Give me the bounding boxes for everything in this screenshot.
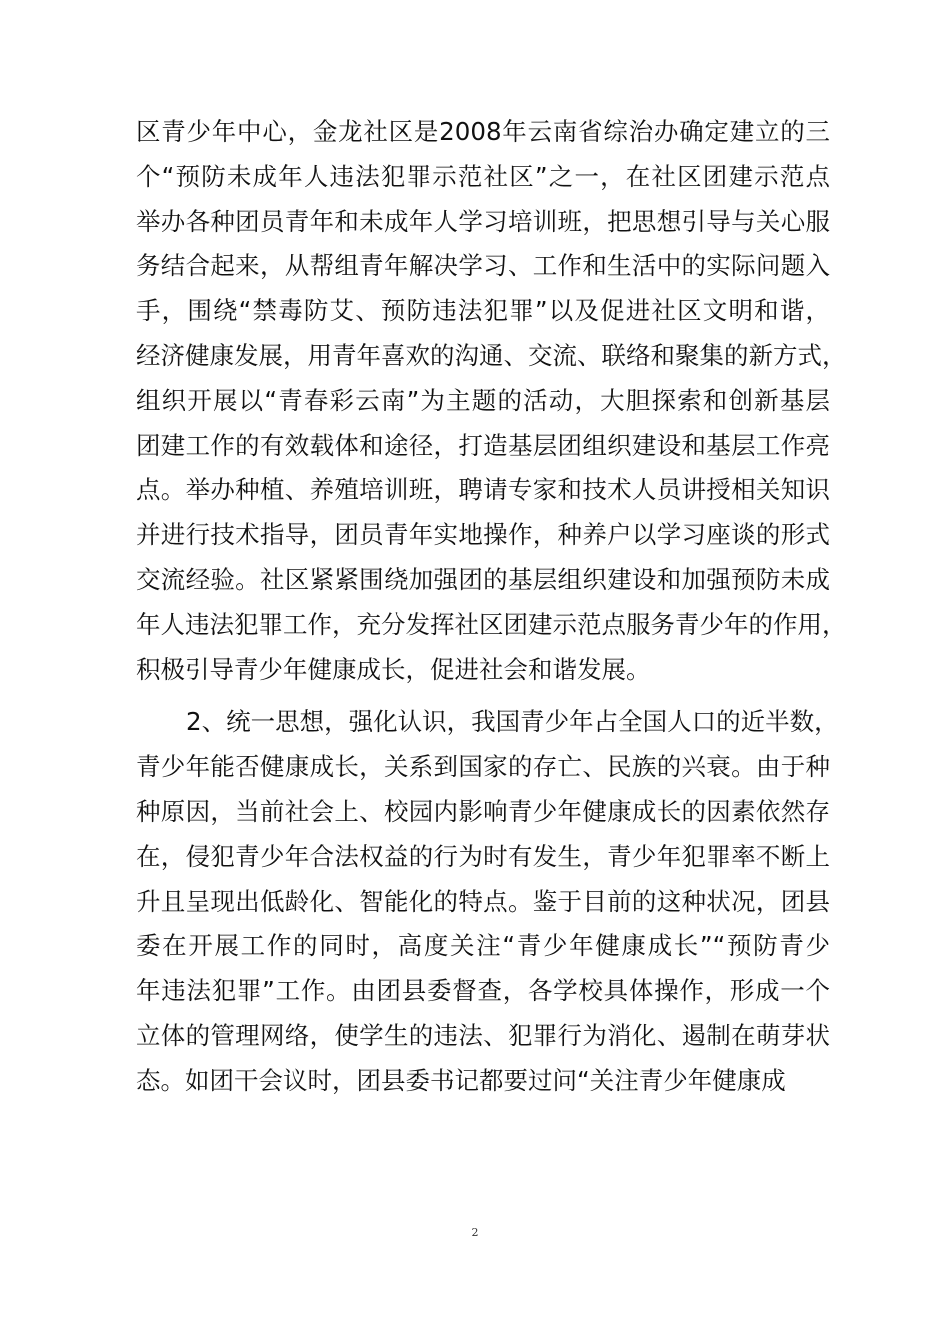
document-body <box>136 110 847 1104</box>
text-line: 升且呈现出低龄化、智能化的特点。鉴于目前的这种状况，团县 <box>136 886 830 916</box>
text-line: 年违法犯罪”工作。由团县委督查，各学校具体操作，形成一个 <box>136 976 830 1006</box>
text-line: 2、统一思想，强化认识，我国青少年占全国人口的近半数， <box>186 707 839 737</box>
text-line: 务结合起来，从帮组青年解决学习、工作和生活中的实际问题入 <box>136 251 830 281</box>
text-line: 点。举办种植、养殖培训班，聘请专家和技术人员讲授相关知识 <box>136 475 830 505</box>
page-number: 2 <box>471 1226 479 1239</box>
text-line: 立体的管理网络，使学生的违法、犯罪行为消化、遏制在萌芽状 <box>136 1020 830 1050</box>
paragraph-2 <box>136 700 839 1103</box>
text-line: 在，侵犯青少年合法权益的行为时有发生，青少年犯罪率不断上 <box>136 841 830 871</box>
text-line: 积极引导青少年健康成长，促进社会和谐发展。 <box>136 654 651 684</box>
text-line: 年人违法犯罪工作，充分发挥社区团建示范点服务青少年的作用， <box>136 609 847 639</box>
text-line: 委在开展工作的同时，高度关注“青少年健康成长”“预防青少 <box>136 931 830 961</box>
text-line: 个“预防未成年人违法犯罪示范社区”之一，在社区团建示范点 <box>136 161 830 191</box>
text-line: 手，围绕“禁毒防艾、预防违法犯罪”以及促进社区文明和谐， <box>136 296 830 326</box>
text-line: 经济健康发展，用青年喜欢的沟通、交流、联络和聚集的新方式， <box>136 340 847 370</box>
text-line: 区青少年中心，金龙社区是2008年云南省综治办确定建立的三 <box>136 117 830 146</box>
paragraph-1 <box>136 110 847 692</box>
text-line: 并进行技术指导，团员青年实地操作，种养户以学习座谈的形式 <box>136 520 830 550</box>
text-line: 组织开展以“青春彩云南”为主题的活动，大胆探索和创新基层 <box>136 385 830 415</box>
text-line: 团建工作的有效载体和途径，打造基层团组织建设和基层工作亮 <box>136 430 830 460</box>
text-line: 态。如团干会议时，团县委书记都要过问“关注青少年健康成 <box>136 1065 786 1095</box>
text-line: 举办各种团员青年和未成年人学习培训班，把思想引导与关心服 <box>136 206 830 236</box>
paragraph-spacer <box>136 692 830 700</box>
text-line: 交流经验。社区紧紧围绕加强团的基层组织建设和加强预防未成 <box>136 564 830 594</box>
text-line: 种原因，当前社会上、校园内影响青少年健康成长的因素依然存 <box>136 796 830 826</box>
text-line: 青少年能否健康成长，关系到国家的存亡、民族的兴衰。由于种 <box>136 752 830 782</box>
